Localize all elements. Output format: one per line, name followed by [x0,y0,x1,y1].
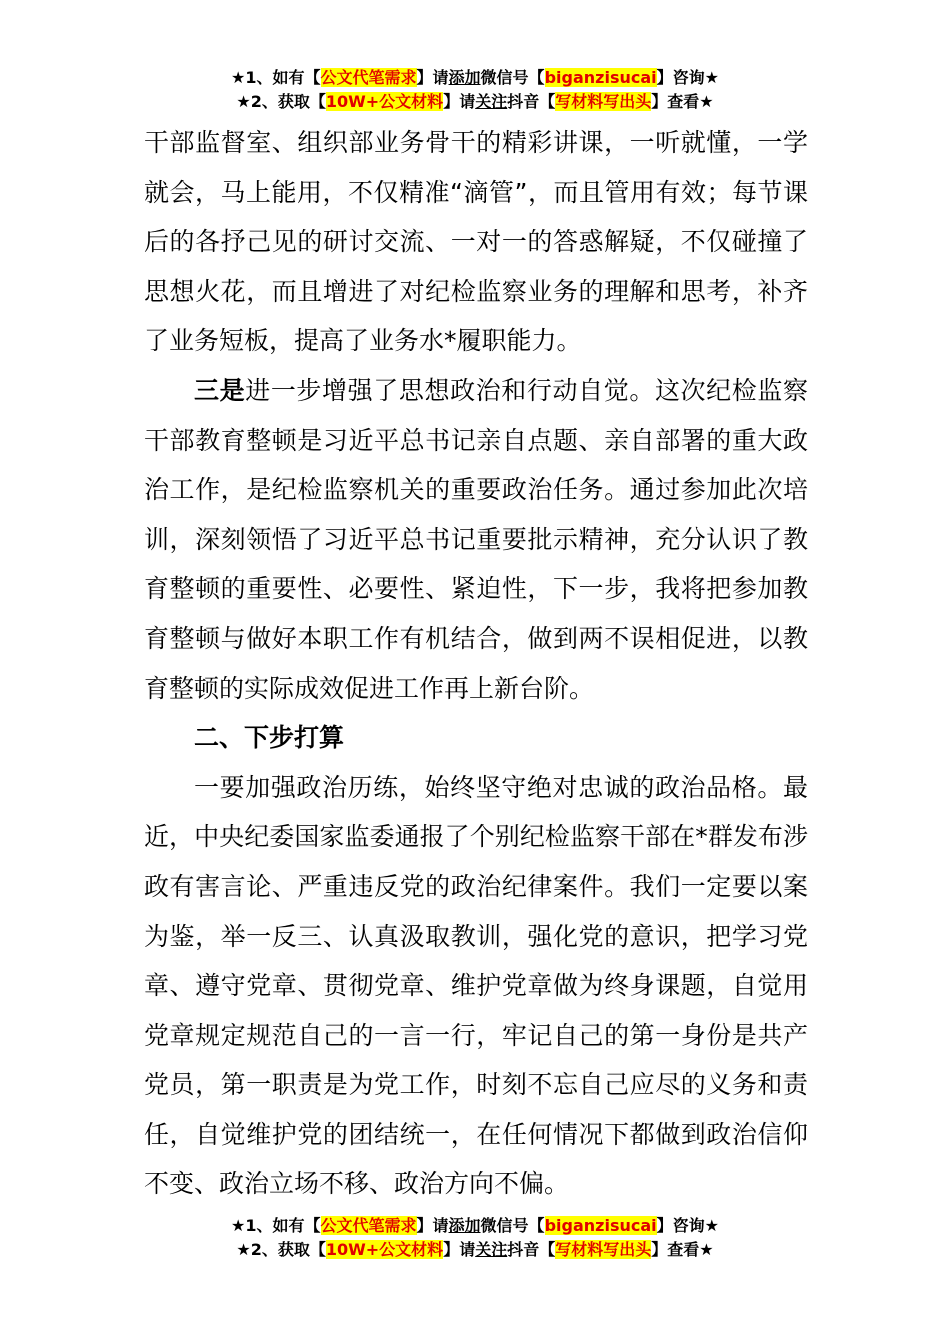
banner-highlight: biganzisucai [544,1216,657,1235]
banner-text: 】查看★ [651,1240,714,1259]
paragraph-point-one: 一要加强政治历练，始终坚守绝对忠诚的政治品格。最近，中央纪委国家监委通报了个别纪检监察干部在*群发布涉政有害言论、严重违反党的政治纪律案件。我们一定要以案为鉴，举一反三、认真汲取教训，强化党的意识，把学习党章、遵守党章、贯彻党章、维护党章做为终身课题，自觉用党章规定规范自己的一言一行，牢记自己的第一身份是共产党员，第一职责是为党工作，时刻不忘自己应尽的义务和责任，自觉维护党的团结统一，在任何情况下都做到政治信仰不变、政治立场不移、政治方向不偏。 [144,772,808,1199]
banner-highlight: 写材料写出头 [555,92,652,111]
banner-highlight: 写材料写出头 [555,1240,652,1259]
banner-line-2 [0,90,950,114]
section-heading [144,713,808,763]
banner-underlined: 添加 [448,68,481,87]
document-body [144,118,808,1209]
banner-line-1 [0,1214,950,1238]
banner-highlight: biganzisucai [544,68,657,87]
banner-underlined: 关注 [475,1240,508,1259]
banner-highlight: 10W+公文材料 [325,1240,444,1259]
banner-text: ★2、获取【 [236,1240,326,1259]
footer-banner [0,1214,950,1262]
banner-text: 抖音【 [507,1240,556,1259]
banner-text: 】请 [416,68,449,87]
banner-text: ★1、如有【 [231,1216,321,1235]
banner-text: 】咨询★ [656,68,719,87]
banner-text: ★1、如有【 [231,68,321,87]
paragraph-continuation: 干部监督室、组织部业务骨干的精彩讲课，一听就懂，一学就会，马上能用，不仅精准“滴管”，而且管用有效；每节课后的各抒己见的研讨交流、一对一的答惑解疑，不仅碰撞了思想火花，而且增进了对纪检监察业务的理解和思考，补齐了业务短板，提高了业务水*履职能力。 [144,128,808,356]
banner-highlight: 公文代笔需求 [320,1216,417,1235]
banner-highlight: 公文代笔需求 [320,68,417,87]
section-heading-text: 二、下步打算 [194,723,345,753]
banner-text: 微信号【 [480,68,545,87]
banner-text: 微信号【 [480,1216,545,1235]
banner-text: 】请 [416,1216,449,1235]
paragraph-text: 进一步增强了思想政治和行动自觉。这次纪检监察干部教育整顿是习近平总书记亲自点题、亲自部署的重大政治工作，是纪检监察机关的重要政治任务。通过参加此次培训，深刻领悟了习近平总书记重要批示精神，充分认识了教育整顿的重要性、必要性、紧迫性，下一步，我将把参加教育整顿与做好本职工作有机结合，做到两不误相促进，以教育整顿的实际成效促进工作再上新台阶。 [144,375,808,703]
banner-underlined: 关注 [475,92,508,111]
banner-text: 】查看★ [651,92,714,111]
header-banner [0,66,950,114]
banner-text: ★2、获取【 [236,92,326,111]
paragraph-lead: 三是 [194,375,246,405]
banner-line-2 [0,1238,950,1262]
banner-underlined: 添加 [448,1216,481,1235]
banner-text: 】咨询★ [656,1216,719,1235]
banner-text: 】请 [443,92,476,111]
banner-text: 】请 [443,1240,476,1259]
banner-highlight: 10W+公文材料 [325,92,444,111]
banner-text: 抖音【 [507,92,556,111]
paragraph-point-three [144,366,808,713]
banner-line-1 [0,66,950,90]
